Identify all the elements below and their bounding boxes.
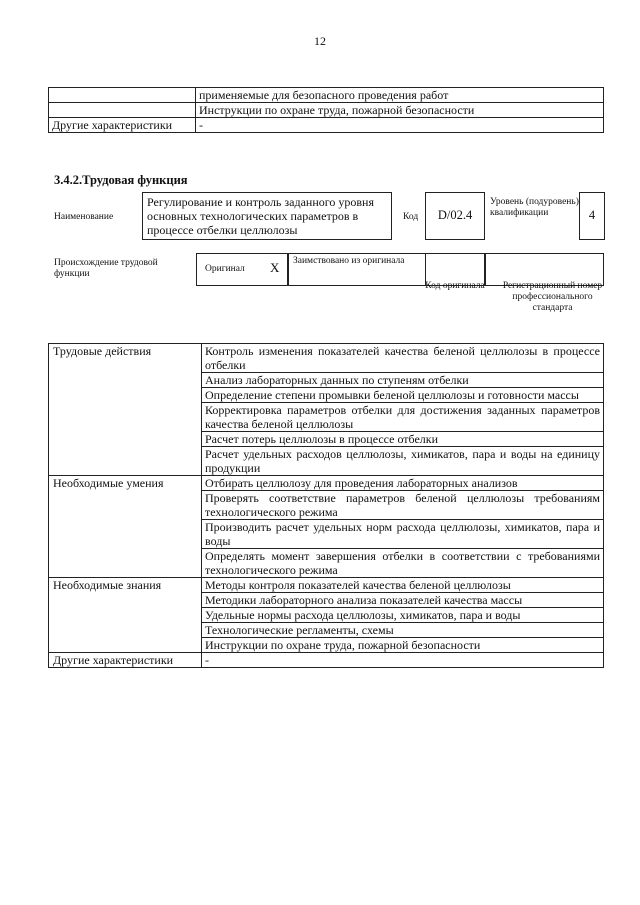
table-cell [49,88,196,103]
origin-label: Происхождение трудовой функции [54,258,158,279]
skill-item: Проверять соответствие параметров беленой целлюлозы требованиям технологического режима [202,491,604,520]
original-code-caption: Код оригинала [425,281,485,291]
table-cell: - [196,118,604,133]
skills-label: Необходимые умения [49,476,202,578]
labor-action-item: Контроль изменения показателей качества беленой целлюлозы в процессе отбелки [202,344,604,373]
table-row [49,653,604,668]
table-row [49,344,604,373]
skill-item: Отбирать целлюлозу для проведения лабораторных анализов [202,476,604,491]
page-number: 12 [314,34,326,48]
table-row [49,476,604,491]
table-row [49,118,604,133]
qualification-level-box: 4 [579,192,605,240]
labor-actions-label: Трудовые действия [49,344,202,476]
function-code-box: D/02.4 [425,192,485,240]
original-mark: X [270,260,280,275]
code-label: Код [403,212,419,222]
skill-item: Определять момент завершения отбелки в соответствии с требованиями технологического режима [202,549,604,578]
table-cell: Инструкции по охране труда, пожарной безопасности [196,103,604,118]
table-row [49,103,604,118]
knowledge-item: Методики лабораторного анализа показателей качества массы [202,593,604,608]
knowledge-item: Методы контроля показателей качества беленой целлюлозы [202,578,604,593]
knowledge-item: Технологические регламенты, схемы [202,623,604,638]
labor-action-item: Корректировка параметров отбелки для достижения заданных параметров качества беленой целлюлозы [202,403,604,432]
labor-action-item: Анализ лабораторных данных по ступеням отбелки [202,373,604,388]
knowledge-item: Удельные нормы расхода целлюлозы, химикатов, пара и воды [202,608,604,623]
labor-action-item: Определение степени промывки беленой целлюлозы и готовности массы [202,388,604,403]
other-characteristics-label: Другие характеристики [49,653,202,668]
registration-number-caption: Регистрационный номер профессионального стандарта [502,281,603,313]
table-cell: применяемые для безопасного проведения работ [196,88,604,103]
labor-action-item: Расчет удельных расходов целлюлозы, химикатов, пара и воды на единицу продукции [202,447,604,476]
qualification-level-label: Уровень (подуровень) квалификации [490,197,579,218]
knowledge-label: Необходимые знания [49,578,202,653]
labor-function-table [48,343,604,668]
name-label: Наименование [54,212,114,222]
knowledge-item: Инструкции по охране труда, пожарной безопасности [202,638,604,653]
other-characteristics-value: - [202,653,604,668]
skill-item: Производить расчет удельных норм расхода целлюлозы, химикатов, пара и воды [202,520,604,549]
function-name-box: Регулирование и контроль заданного уровня основных технологических параметров в процессе отбелки целлюлозы [142,192,392,240]
continuation-table [48,87,604,133]
table-cell: Другие характеристики [49,118,196,133]
table-cell [49,103,196,118]
borrowed-label: Заимствовано из оригинала [293,256,405,266]
table-row [49,578,604,593]
original-label: Оригинал [205,264,245,274]
labor-action-item: Расчет потерь целлюлозы в процессе отбелки [202,432,604,447]
section-heading: 3.4.2.Трудовая функция [54,173,188,187]
table-row [49,88,604,103]
